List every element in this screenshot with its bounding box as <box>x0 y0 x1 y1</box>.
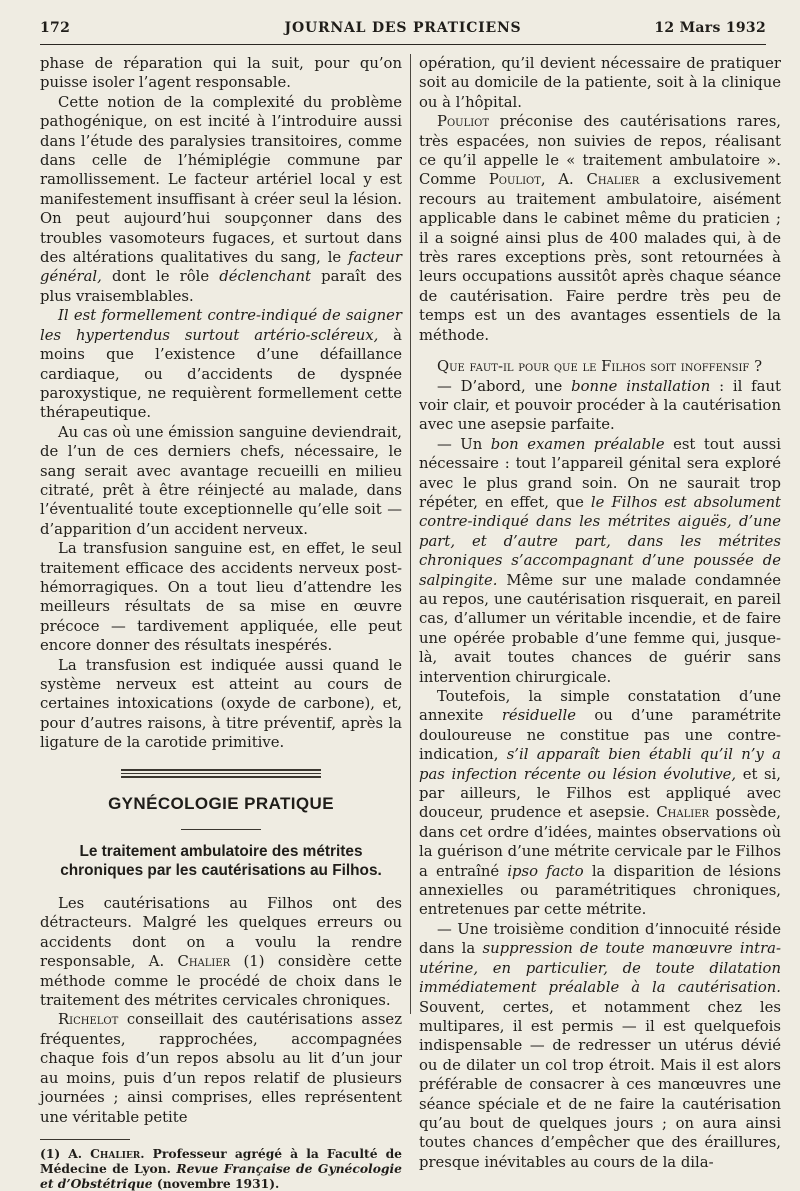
paragraph: Cette notion de la complexité du problème pathogénique, on est incité à l’introduire aussi dans l’étude des paralysies transitoires, comme dans celle de l’hémiplégie commune par ramollissement. Le facteur artériel local y est manifestement insuffisant à créer seul la lésion. On peut aujourd’hui soupçonner dans des troubles vasomoteurs fugaces, et surtout dans des altérations qualitatives du sang, le facteur général, dont le rôle déclenchant paraît des plus vraisemblables. <box>40 93 402 305</box>
left-column <box>40 54 402 1191</box>
running-header <box>40 14 766 38</box>
paragraph: La transfusion est indiquée aussi quand le système nerveux est atteint au cours de certaines intoxications (oxyde de carbone), et, pour d’autres raisons, à titre préventif, après la ligature de la carotide primitive. <box>40 656 402 752</box>
column-separator <box>410 54 411 1014</box>
section-ornament-rule <box>121 769 321 778</box>
paragraph: Au cas où une émission sanguine deviendrait, de l’un de ces derniers chefs, nécessaire, le sang serait avec avantage recueilli en milieu citraté, prêt à être réinjecté au malade, dans l’éventualité toute exceptionnelle qu’elle soit — d’apparition d’un accident nerveux. <box>40 423 402 538</box>
header-rule <box>40 44 766 45</box>
article-title: Le traitement ambulatoire des métrites chroniques par les cautérisations au Filhos. <box>60 843 382 880</box>
section-divider <box>181 829 261 830</box>
paragraph: Pouliot préconise des cautérisations rares, très espacées, non suivies de repos, réalisant ce qu’il appelle le « traitement ambulatoire ». Comme Pouliot, A. Chalier a exclusivement recours au traitement ambulatoire, aisément applicable dans le cabinet même du praticien ; il a soigné ainsi plus de 400 malades qui, à de très rares exceptions près, sont retournées à leurs occupations aussitôt après chaque séance de cautérisation. Faire perdre très peu de temps est un des avantages essentiels de la méthode. <box>419 113 781 344</box>
footnote-rule <box>40 1139 130 1140</box>
paragraph: phase de réparation qui la suit, pour qu’on puisse isoler l’agent responsable. <box>40 55 402 92</box>
page-number: 172 <box>40 20 71 36</box>
journal-title: JOURNAL DES PRATICIENS <box>284 20 522 36</box>
section-title: GYNÉCOLOGIE PRATIQUE <box>108 793 334 813</box>
paragraph: Toutefois, la simple constatation d’une annexite résiduelle ou d’une paramétrite douloureuse ne constitue pas une contre-indication, s’il apparaît bien établi qu’il n’y a pas infection récente ou lésion évolutive, et si, par ailleurs, le Filhos est appliqué avec douceur, prudence et asepsie. Chalier possède, dans cet ordre d’idées, maintes observations où la guérison d’une métrite cervicale par le Filhos a entraîné ipso facto la disparition de lésions annexielles ou paramétritiques chroniques, entretenues par cette métrite. <box>419 688 781 919</box>
paragraph: — Un bon examen préalable est tout aussi nécessaire : tout l’appareil génital sera exploré avec le plus grand soin. On ne saurait trop répéter, en effet, que le Filhos est absolument contre-indiqué dans les métrites aiguës, d’une part, et d’autre part, dans les métrites chroniques s’accompagnant d’une poussée de salpingite. Même sur une malade condamnée au repos, une cautérisation risquerait, en pareil cas, d’allumer un véritable incendie, et de faire une opérée probable d’une femme qui, jusque-là, avait toutes chances de guérir sans intervention chirurgicale. <box>419 435 781 686</box>
paragraph: Richelot conseillait des cautérisations assez fréquentes, rapprochées, accompagnées chaque fois d’un repos absolu au lit d’un jour au moins, puis d’un repos relatif de plusieurs journées ; ainsi comprises, elles représentent une véritable petite <box>40 1011 402 1126</box>
paragraph: — Une troisième condition d’innocuité réside dans la suppression de toute manœuvre intra-utérine, en particulier, de toute dilatation immédiatement préalable à la cautérisation. Souvent, certes, et notamment chez les multipares, il est permis — il est quelquefois indispensable — de redresser un utérus dévié ou de dilater un col trop étroit. Mais il est alors préférable de consacrer à ces manœuvres une séance spéciale et de ne faire la cautérisation qu’au bout de quelques jours ; on aura ainsi toutes chances d’empêcher que des éraillures, presque inévitables au cours de la dila- <box>419 920 781 1171</box>
footnote: (1) A. Chalier. Professeur agrégé à la Faculté de Médecine de Lyon. Revue Française de Gynécologie et d’Obstétrique (novembre 1931). <box>40 1145 403 1191</box>
subheading: Que faut-il pour que le Filhos soit inoffensif ? <box>437 358 763 376</box>
issue-date: 12 Mars 1932 <box>654 20 766 36</box>
paragraph: Les cautérisations au Filhos ont des détracteurs. Malgré les quelques erreurs ou accidents dont on a voulu la rendre responsable, A. Chalier (1) considère cette méthode comme le procédé de choix dans le traitement des métrites cervicales chroniques. <box>40 895 402 1010</box>
paragraph: La transfusion sanguine est, en effet, le seul traitement efficace des accidents nerveux post-hémorragiques. On a tout lieu d’attendre les meilleurs résultats de sa mise en œuvre précoce — tardivement appliquée, elle peut encore donner des résultats inespérés. <box>40 540 402 655</box>
paragraph: Il est formellement contre-indiqué de saigner les hypertendus surtout artério-scléreux, à moins que l’existence d’une défaillance cardiaque, ou d’accidents de dyspnée paroxystique, ne requièrent formellement cette thérapeutique. <box>40 307 402 422</box>
paragraph: — D’abord, une bonne installation : il faut voir clair, et pouvoir procéder à la cautérisation avec une asepsie parfaite. <box>419 377 781 434</box>
right-column <box>419 54 781 1172</box>
paragraph: opération, qu’il devient nécessaire de pratiquer soit au domicile de la patiente, soit à la clinique ou à l’hôpital. <box>419 55 781 111</box>
